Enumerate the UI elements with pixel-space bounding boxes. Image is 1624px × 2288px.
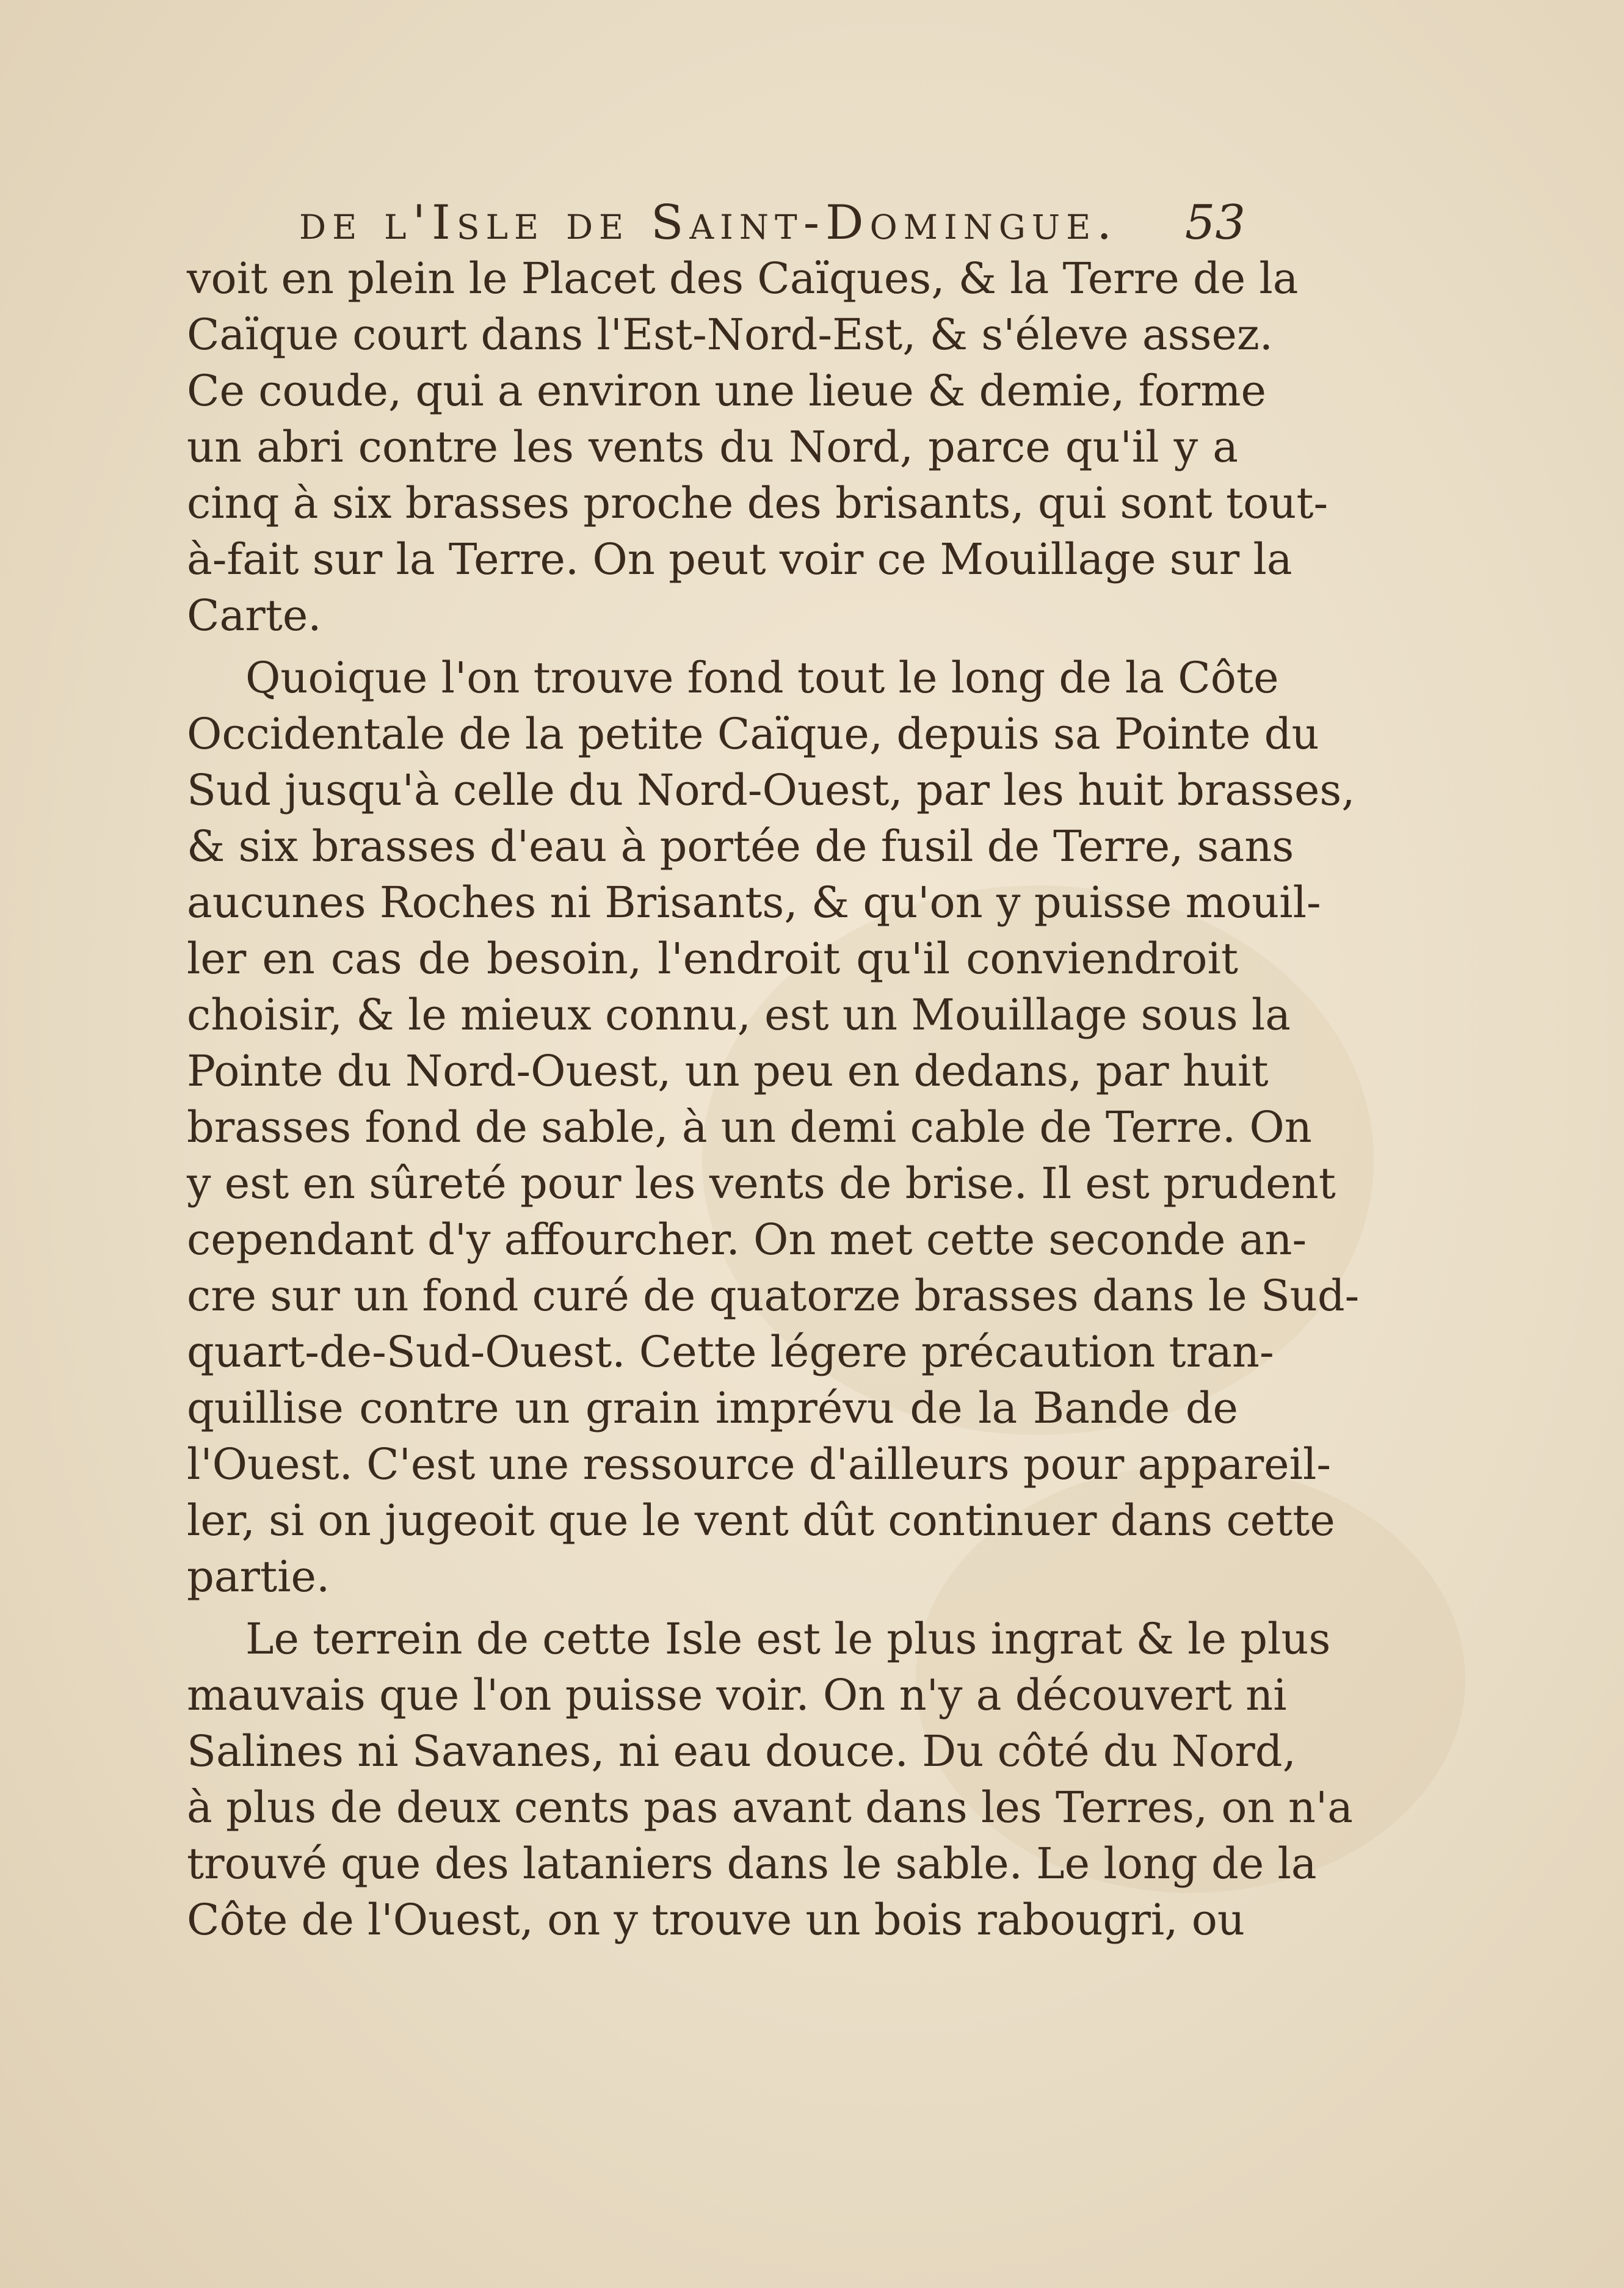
text-line: Côte de l'Ouest, on y trouve un bois rabougri, ou <box>187 1895 1245 1945</box>
text-line: & six brasses d'eau à portée de fusil de Terre, sans <box>187 821 1294 871</box>
text-line: l'Ouest. C'est une ressource d'ailleurs pour appareil- <box>187 1439 1332 1489</box>
text-line: Pointe du Nord-Ouest, un peu en dedans, par huit <box>187 1046 1269 1096</box>
text-line: aucunes Roches ni Brisants, & qu'on y puisse mouil- <box>187 877 1321 928</box>
text-line: cinq à six brasses proche des brisants, qui sont tout- <box>187 478 1329 528</box>
running-title: de l'Isle de Saint-Domingue. <box>299 195 1118 250</box>
paragraph-3 <box>187 1611 1353 1948</box>
text-line: Quoique l'on trouve fond tout le long de la Côte <box>245 653 1279 703</box>
paragraph-1 <box>187 250 1329 644</box>
text-line: cre sur un fond curé de quatorze brasses dans le Sud- <box>187 1271 1360 1321</box>
text-line: y est en sûreté pour les vents de brise. Il est prudent <box>187 1158 1336 1208</box>
text-line: ler, si on jugeoit que le vent dût continuer dans cette <box>187 1495 1335 1545</box>
text-line: à plus de deux cents pas avant dans les Terres, on n'a <box>187 1782 1353 1832</box>
text-line: Le terrein de cette Isle est le plus ingrat & le plus <box>245 1614 1331 1664</box>
text-line: trouvé que des lataniers dans le sable. Le long de la <box>187 1839 1317 1889</box>
text-line: Sud jusqu'à celle du Nord-Ouest, par les huit brasses, <box>187 765 1355 815</box>
text-line: un abri contre les vents du Nord, parce qu'il y a <box>187 422 1238 472</box>
text-line: quillise contre un grain imprévu de la Bande de <box>187 1383 1238 1433</box>
page-number: 53 <box>1184 195 1245 250</box>
text-line: partie. <box>187 1552 330 1602</box>
text-line: Salines ni Savanes, ni eau douce. Du côté du Nord, <box>187 1726 1296 1776</box>
running-header <box>183 183 1245 256</box>
text-line: ler en cas de besoin, l'endroit qu'il conviendroit <box>187 934 1238 984</box>
text-line: mauvais que l'on puisse voir. On n'y a découvert ni <box>187 1670 1287 1720</box>
text-line: Carte. <box>187 590 322 641</box>
body-text <box>187 250 1360 1948</box>
text-line: à-fait sur la Terre. On peut voir ce Mouillage sur la <box>187 534 1292 584</box>
text-line: choisir, & le mieux connu, est un Mouillage sous la <box>187 990 1291 1040</box>
text-line: Caïque court dans l'Est-Nord-Est, & s'éleve assez. <box>187 310 1274 360</box>
text-line: voit en plein le Placet des Caïques, & la Terre de la <box>187 253 1299 303</box>
text-line: Occidentale de la petite Caïque, depuis sa Pointe du <box>187 709 1319 759</box>
text-line: quart-de-Sud-Ouest. Cette légere précaution tran- <box>187 1327 1274 1377</box>
text-line: brasses fond de sable, à un demi cable de Terre. On <box>187 1102 1312 1152</box>
paragraph-2 <box>187 650 1360 1605</box>
text-line: Ce coude, qui a environ une lieue & demie, forme <box>187 366 1266 416</box>
text-line: cependant d'y affourcher. On met cette seconde an- <box>187 1215 1307 1265</box>
